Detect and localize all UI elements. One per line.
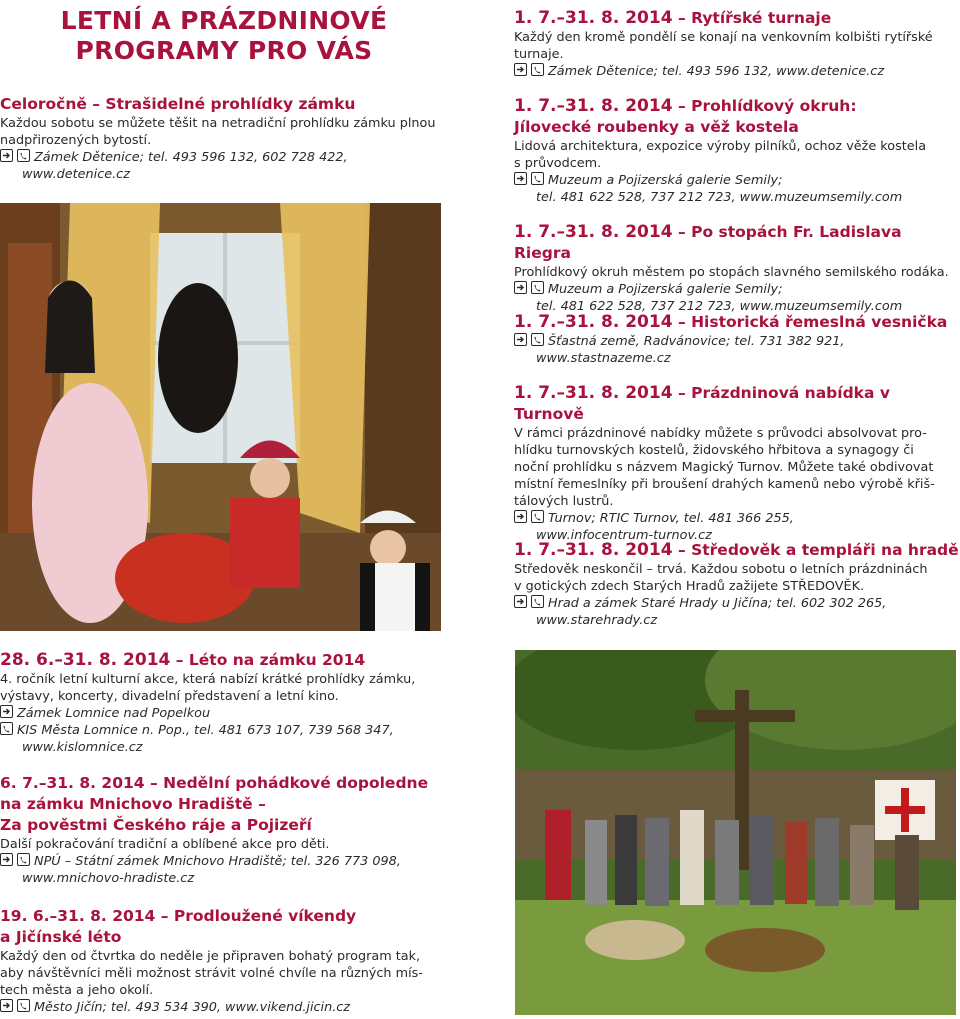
event-desc: Každou sobotu se můžete těšit na netradiční prohlídku zámku plnou: [0, 116, 436, 131]
event-desc: Lidová architektura, expozice výroby pilníků, ochoz věže kostela: [514, 139, 927, 154]
event-contact: [0, 999, 448, 1016]
event-contact: tel. 481 622 528, 737 212 723, www.muzeumsemily.com: [536, 299, 903, 314]
arrow-right-icon: [514, 281, 527, 294]
event-contact: [514, 281, 960, 298]
page-title-line2: PROGRAMY PRO VÁS: [75, 36, 373, 65]
event-desc: místní řemeslníky při broušení drahých kamenů nebo výrobě křiš-: [514, 477, 935, 492]
event-desc: Prohlídkový okruh městem po stopách slavného semilského rodáka.: [514, 265, 949, 280]
phone-icon: [0, 722, 13, 735]
event-desc: Každý den od čtvrtka do neděle je připraven bohatý program tak,: [0, 949, 421, 964]
event-title: – Po stopách Fr. Ladislava Riegra: [514, 223, 902, 262]
event-heading: 19. 6.–31. 8. 2014 – Prodloužené víkendy: [0, 907, 357, 925]
event-date: 28. 6.–31. 8. 2014: [0, 650, 171, 670]
event-desc: hlídku turnovských kostelů, židovského hřbitova a synagogy či: [514, 443, 914, 458]
event-date: 1. 7.–31. 8. 2014: [514, 383, 673, 403]
arrow-right-icon: [514, 333, 527, 346]
event-contact-web: www.detenice.cz: [22, 167, 130, 182]
event-desc: tálových lustrů.: [514, 494, 614, 509]
event-contact: [514, 63, 960, 80]
event-title: – Prohlídkový okruh:: [672, 97, 857, 115]
phone-icon: [531, 333, 544, 346]
event-contact: [0, 853, 448, 870]
event-contact-web: www.infocentrum-turnov.cz: [536, 528, 712, 543]
phone-icon: [531, 281, 544, 294]
event-contact-web: www.mnichovo-hradiste.cz: [22, 871, 195, 886]
phone-icon: [17, 853, 30, 866]
contact-text: KIS Města Lomnice n. Pop., tel. 481 673 107, 739 568 347,: [17, 723, 394, 738]
event-heading: Za pověstmi Českého ráje a Pojizeří: [0, 816, 312, 834]
arrow-right-icon: [514, 510, 527, 523]
event-title: – Středověk a templáři na hradě: [672, 541, 959, 559]
event-desc: Další pokračování tradiční a oblíbené akce pro děti.: [0, 837, 330, 852]
event-contact-web: www.kislomnice.cz: [22, 740, 143, 755]
event-desc: výstavy, koncerty, divadelní představení a letní kino.: [0, 689, 339, 704]
event-desc: V rámci prázdninové nabídky můžete s průvodci absolvovat pro-: [514, 426, 927, 441]
event-heading: 6. 7.–31. 8. 2014 – Nedělní pohádkové dopoledne: [0, 774, 429, 792]
event-desc: nadpřirozených bytostí.: [0, 133, 152, 148]
event-contact: [514, 333, 960, 350]
event-prohlidkovy: [514, 96, 960, 206]
event-desc: tech města a jeho okolí.: [0, 983, 154, 998]
event-date: 1. 7.–31. 8. 2014: [514, 222, 673, 242]
event-desc: Každý den kromě pondělí se konají na venkovním kolbišti rytířské: [514, 30, 933, 45]
contact-text: Zámek Lomnice nad Popelkou: [17, 706, 211, 721]
contact-text: Zámek Dětenice; tel. 493 596 132, 602 728 422,: [34, 150, 348, 165]
event-templari: [514, 540, 960, 629]
phone-icon: [17, 149, 30, 162]
phone-icon: [531, 63, 544, 76]
event-celorocne: [0, 94, 448, 183]
event-date: 1. 7.–31. 8. 2014: [514, 96, 673, 116]
event-contact: [0, 705, 448, 722]
event-heading: Celoročně – Strašidelné prohlídky zámku: [0, 95, 356, 113]
event-contact-web: www.starehrady.cz: [536, 613, 658, 628]
arrow-right-icon: [0, 149, 13, 162]
event-date: 1. 7.–31. 8. 2014: [514, 540, 673, 560]
event-nedelni: [0, 773, 448, 887]
event-contact: [514, 510, 960, 527]
event-contact: tel. 481 622 528, 737 212 723, www.muzeumsemily.com: [536, 190, 903, 205]
contact-text: Muzeum a Pojizerská galerie Semily;: [548, 173, 783, 188]
knights-group-photo: [515, 650, 956, 1015]
phone-icon: [531, 595, 544, 608]
contact-text: Muzeum a Pojizerská galerie Semily;: [548, 282, 783, 297]
arrow-right-icon: [514, 172, 527, 185]
event-riegr: [514, 222, 960, 315]
contact-text: Zámek Dětenice; tel. 493 596 132, www.detenice.cz: [548, 64, 885, 79]
event-heading: a Jičínské léto: [0, 928, 122, 946]
event-desc: turnaje.: [514, 47, 564, 62]
event-contact: [514, 595, 960, 612]
event-title: – Léto na zámku 2014: [170, 651, 366, 669]
arrow-right-icon: [514, 63, 527, 76]
event-leto-na-zamku: [0, 650, 448, 756]
event-heading: na zámku Mnichovo Hradiště –: [0, 795, 266, 813]
arrow-right-icon: [0, 853, 13, 866]
arrow-right-icon: [0, 705, 13, 718]
event-turnov: [514, 383, 960, 544]
event-desc: s průvodcem.: [514, 156, 602, 171]
contact-text: Šťastná země, Radvánovice; tel. 731 382 921,: [548, 334, 845, 349]
event-title: – Rytířské turnaje: [672, 9, 832, 27]
event-date: 1. 7.–31. 8. 2014: [514, 312, 673, 332]
event-rytirske: [514, 8, 960, 80]
event-desc: 4. ročník letní kulturní akce, která nabízí krátké prohlídky zámku,: [0, 672, 416, 687]
contact-text: Hrad a zámek Staré Hrady u Jičína; tel. 602 302 265,: [548, 596, 887, 611]
event-desc: Středověk neskončil – trvá. Každou sobotu o letních prázdninách: [514, 562, 928, 577]
contact-text: NPÚ – Státní zámek Mnichovo Hradiště; tel. 326 773 098,: [34, 854, 401, 869]
event-contact: [0, 149, 448, 166]
event-title: – Prázdninová nabídka v Turnově: [514, 384, 890, 423]
arrow-right-icon: [0, 999, 13, 1012]
event-vesnicka: [514, 312, 960, 367]
event-contact-web: www.stastnazeme.cz: [536, 351, 671, 366]
event-contact: [514, 172, 960, 189]
phone-icon: [531, 510, 544, 523]
arrow-right-icon: [514, 595, 527, 608]
page-title-line1: LETNÍ A PRÁZDNINOVÉ: [60, 6, 388, 35]
event-heading: Jílovecké roubenky a věž kostela: [514, 118, 799, 136]
page-title: [0, 6, 448, 66]
contact-text: Turnov; RTIC Turnov, tel. 481 366 255,: [548, 511, 794, 526]
event-date: 1. 7.–31. 8. 2014: [514, 8, 673, 28]
event-title: – Historická řemeslná vesnička: [672, 313, 948, 331]
event-desc: aby návštěvníci měli možnost strávit volné chvíle na různých mís-: [0, 966, 423, 981]
phone-icon: [531, 172, 544, 185]
castle-ghost-tour-photo: [0, 203, 441, 631]
event-vikendy: [0, 906, 448, 1016]
contact-text: Město Jičín; tel. 493 534 390, www.vikend.jicin.cz: [34, 1000, 351, 1015]
phone-icon: [17, 999, 30, 1012]
event-contact: [0, 722, 448, 739]
event-desc: noční prohlídku s názvem Magický Turnov. Můžete také obdivovat: [514, 460, 934, 475]
event-desc: v gotických zdech Starých Hradů zažijete STŘEDOVĚK.: [514, 579, 865, 594]
